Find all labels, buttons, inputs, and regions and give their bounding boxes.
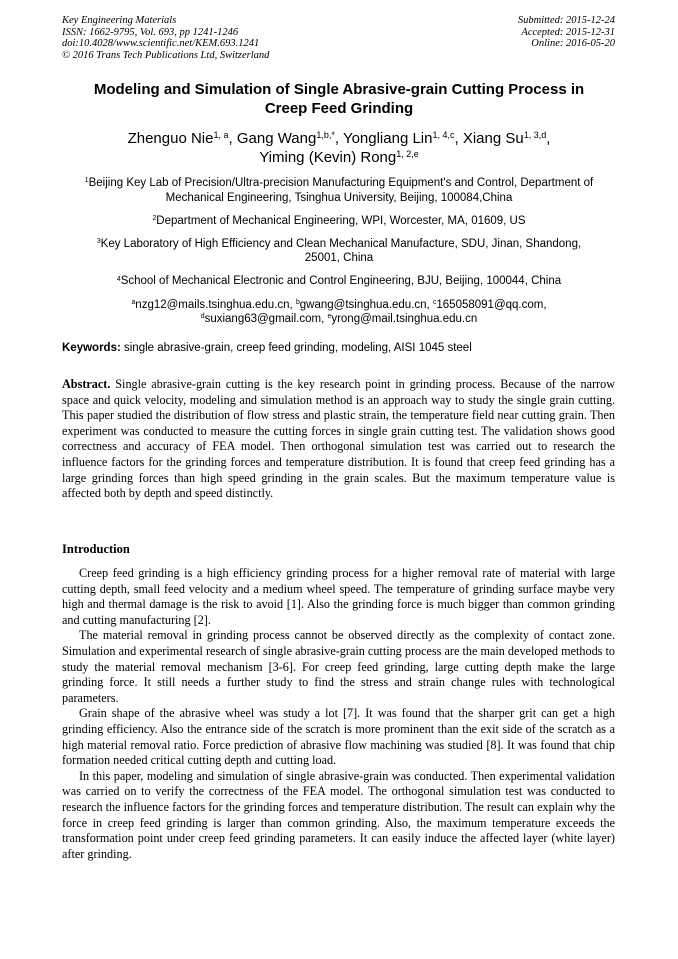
section-heading-introduction: Introduction <box>62 542 130 556</box>
author-affiliation-mark: 1, a <box>213 130 229 141</box>
author-name: Zhenguo Nie <box>127 130 214 147</box>
affiliation: $^2$Department of Mechanical Engineering, WPI, Worcester, MA, 01609, US <box>152 214 526 227</box>
abstract-label: Abstract. <box>62 377 111 391</box>
author-name: Yongliang Lin <box>342 130 433 147</box>
affiliation-number: 1 <box>84 177 89 185</box>
title-line: Creep Feed Grinding <box>264 100 414 117</box>
author-affiliation-mark: 1, 4,c <box>432 130 455 141</box>
issn-volume: ISSN: 1662-9795, Vol. 693, pp 1241-1246 <box>62 26 239 38</box>
affiliation: $^3$Key Laboratory of High Efficiency and Clean Mechanical Manufacture, SDU, Jinan, Shandong, 25001, China <box>96 237 582 265</box>
submission-dates <box>415 15 615 50</box>
paragraph: Grain shape of the abrasive wheel was study a lot [7]. It was found that the sharper grit can get a high grinding efficiency. Also the entrance side of the scratch is more prominent than the exit side of the scratch as a high material removal ratio. Force prediction of abrasive flow machining was studied [8]. It was found that chip formation needed critical cutting depth and cutting load. <box>62 706 615 768</box>
email-link[interactable]: yrong@mail.tsinghua.edu.cn <box>331 313 478 326</box>
submitted-date: Submitted: 2015-12-24 <box>517 15 615 26</box>
author-name: Xiang Su <box>462 130 524 147</box>
author-emails: $^a$nzg12@mails.tsinghua.edu.cn, $^b$gwang@tsinghua.edu.cn, $^c$165058091@qq.com, $^d$suxiang63@gmail.com, $^e$yrong@mail.tsinghua.edu.cn <box>131 298 547 326</box>
online-date: Online: 2016-05-20 <box>531 38 615 50</box>
email-link[interactable]: gwang@tsinghua.edu.cn <box>299 298 427 311</box>
affiliation: $^1$Beijing Key Lab of Precision/Ultra-precision Manufacturing Equipment's and Control, Department of Mechanical Engineering, Tsinghua University, Beijing, 100084,China <box>84 177 594 204</box>
email-link[interactable]: 165058091@qq.com <box>436 298 544 311</box>
email-link[interactable]: nzg12@mails.tsinghua.edu.cn <box>135 298 290 311</box>
author-name: Gang Wang <box>236 130 317 147</box>
keywords <box>62 341 622 355</box>
affiliation-number: 3 <box>96 238 101 245</box>
abstract <box>62 377 615 502</box>
copyright: © 2016 Trans Tech Publications Ltd, Switzerland <box>62 49 270 61</box>
introduction-body <box>62 566 615 862</box>
paragraph: Creep feed grinding is a high efficiency grinding process for a higher removal rate of material with large cutting depth, small feed velocity and a medium wheel speed. The temperature of grinding surface maybe very high and thermal damage is the risk to avoid [1]. Also the grinding force is much bigger than common grinding and cutting manufacturing [2]. <box>62 566 615 627</box>
affiliation: $^4$School of Mechanical Electronic and Control Engineering, BJU, Beijing, 100044, China <box>116 275 562 288</box>
journal-name: Key Engineering Materials <box>62 15 177 26</box>
paragraph: In this paper, modeling and simulation of single abrasive-grain was conducted. Then experimental validation was carried on to verify the correctness of the FEA model. The orthogonal simulation test was conducted to research the influence factors for the grinding forces and temperature distribution. The result can explain why the force in creep feed grinding is larger than common grinding. Also, the maximum temperature exceeds the transformation point under creep feed grinding parameters. It can easily induce the affected layer (white layer) after grinding. <box>62 768 615 861</box>
doi: doi:10.4028/www.scientific.net/KEM.693.1241 <box>62 38 260 50</box>
email-link[interactable]: suxiang63@gmail.com <box>204 313 322 326</box>
paragraph: The material removal in grinding process cannot be observed directly as the complexity of contact zone. Simulation and experimental research of single abrasive-grain cutting process are the main developed methods to study the material removal mechanism [3-6]. For creep feed grinding, large cutting depth make the large grinding force. It still needs a further study to find the stress and strain change rules with technological parameters. <box>62 628 615 705</box>
title-line: Modeling and Simulation of Single Abrasive-grain Cutting Process in <box>93 81 585 98</box>
affiliations <box>60 176 618 327</box>
keywords-label: Keywords: <box>62 342 121 354</box>
paper-title <box>60 80 618 118</box>
journal-info <box>62 15 382 61</box>
author-list <box>60 129 618 167</box>
abstract-text: Single abrasive-grain cutting is the key research point in grinding process. Because of the narrow space and quick velocity, modeling and simulation method is an approach way to study the single grain cutting. This paper studied the distribution of flow stress and plastic strain, the temperature field near cutting grain. Then experiment was conducted to measure the cutting forces in single grain cutting test. The validation shows good correctness and accuracy of FEA model. Then orthogonal simulation test was carried out to research the influence factors for the grinding forces and temperature distribution. It is found that creep feed grinding has a large grinding forces than high speed grinding in the grain scales. But the maximum temperature value is affected both by depth and speed distinctly. <box>62 377 615 501</box>
accepted-date: Accepted: 2015-12-31 <box>521 26 615 38</box>
author-affiliation-mark: 1,b,* <box>316 130 335 141</box>
keywords-text: single abrasive-grain, creep feed grinding, modeling, AISI 1045 steel <box>120 342 472 354</box>
author-line <box>60 148 618 167</box>
author-affiliation-mark: 1, 3,d <box>523 130 547 141</box>
author-line: Zhenguo Nie$^{1, a}$, Gang Wang$^{1,b,*}$, Yongliang Lin$^{1, 4,c}$, Xiang Su$^{1, 3,d}$, <box>127 130 551 147</box>
affiliation-number: 2 <box>152 214 157 222</box>
author-name: Yiming (Kevin) Rong <box>259 149 397 166</box>
author-affiliation-mark: 1, 2,e <box>396 149 419 160</box>
affiliation-number: 4 <box>116 275 121 283</box>
